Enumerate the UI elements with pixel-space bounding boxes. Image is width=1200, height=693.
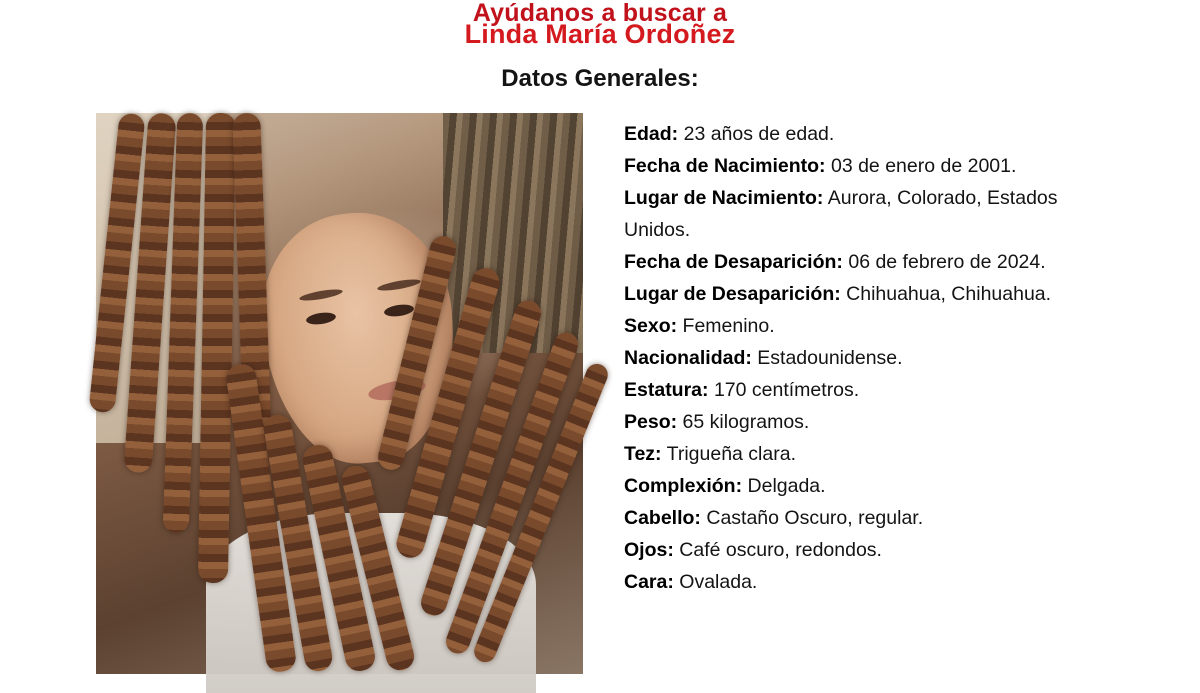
detail-value: 06 de febrero de 2024. (848, 251, 1046, 273)
detail-value: Femenino. (682, 315, 775, 337)
list-item (624, 470, 1094, 502)
list-item (624, 502, 1094, 534)
detail-label: Ojos: (624, 539, 674, 561)
detail-label: Complexión: (624, 475, 743, 497)
poster-tagline: Ayúdanos a buscar a (472, 0, 728, 27)
list-item (624, 150, 1094, 182)
detail-label: Cara: (624, 571, 674, 593)
list-item (624, 310, 1094, 342)
detail-label: Fecha de Desaparición: (624, 251, 843, 273)
detail-value: Café oscuro, redondos. (679, 539, 882, 561)
detail-value: 23 años de edad. (683, 123, 835, 145)
detail-value: Ovalada. (679, 571, 758, 593)
detail-label: Sexo: (624, 315, 678, 337)
list-item (624, 182, 1094, 246)
person-photo (96, 113, 583, 674)
poster-header (0, 0, 1200, 96)
photo-canvas (96, 113, 583, 674)
list-item (624, 278, 1094, 310)
detail-label: Tez: (624, 443, 662, 465)
detail-value: Chihuahua, Chihuahua. (846, 283, 1052, 305)
detail-label: Nacionalidad: (624, 347, 752, 369)
detail-label: Peso: (624, 411, 678, 433)
detail-label: Fecha de Nacimiento: (624, 155, 826, 177)
list-item (624, 406, 1094, 438)
detail-value: Delgada. (747, 475, 826, 497)
detail-value: 170 centímetros. (713, 379, 860, 401)
list-item (624, 118, 1094, 150)
list-item (624, 438, 1094, 470)
detail-label: Estatura: (624, 379, 709, 401)
detail-label: Lugar de Nacimiento: (624, 187, 824, 209)
detail-value: Estadounidense. (757, 347, 903, 369)
detail-value: 03 de enero de 2001. (830, 155, 1017, 177)
detail-label: Cabello: (624, 507, 701, 529)
detail-label: Lugar de Desaparición: (624, 283, 841, 305)
list-item (624, 246, 1094, 278)
detail-value: Aurora, Colorado, Estados Unidos. (624, 187, 1058, 241)
general-data-list (624, 118, 1094, 598)
detail-value: Trigueña clara. (666, 443, 796, 465)
detail-label: Edad: (624, 123, 679, 145)
list-item (624, 566, 1094, 598)
section-heading-datos-generales: Datos Generales: (501, 65, 699, 92)
list-item (624, 374, 1094, 406)
detail-value: 65 kilogramos. (682, 411, 810, 433)
page-title: Linda María Ordoñez (464, 19, 736, 49)
list-item (624, 534, 1094, 566)
list-item (624, 342, 1094, 374)
detail-value: Castaño Oscuro, regular. (706, 507, 924, 529)
photo-hair-braids (96, 113, 583, 674)
